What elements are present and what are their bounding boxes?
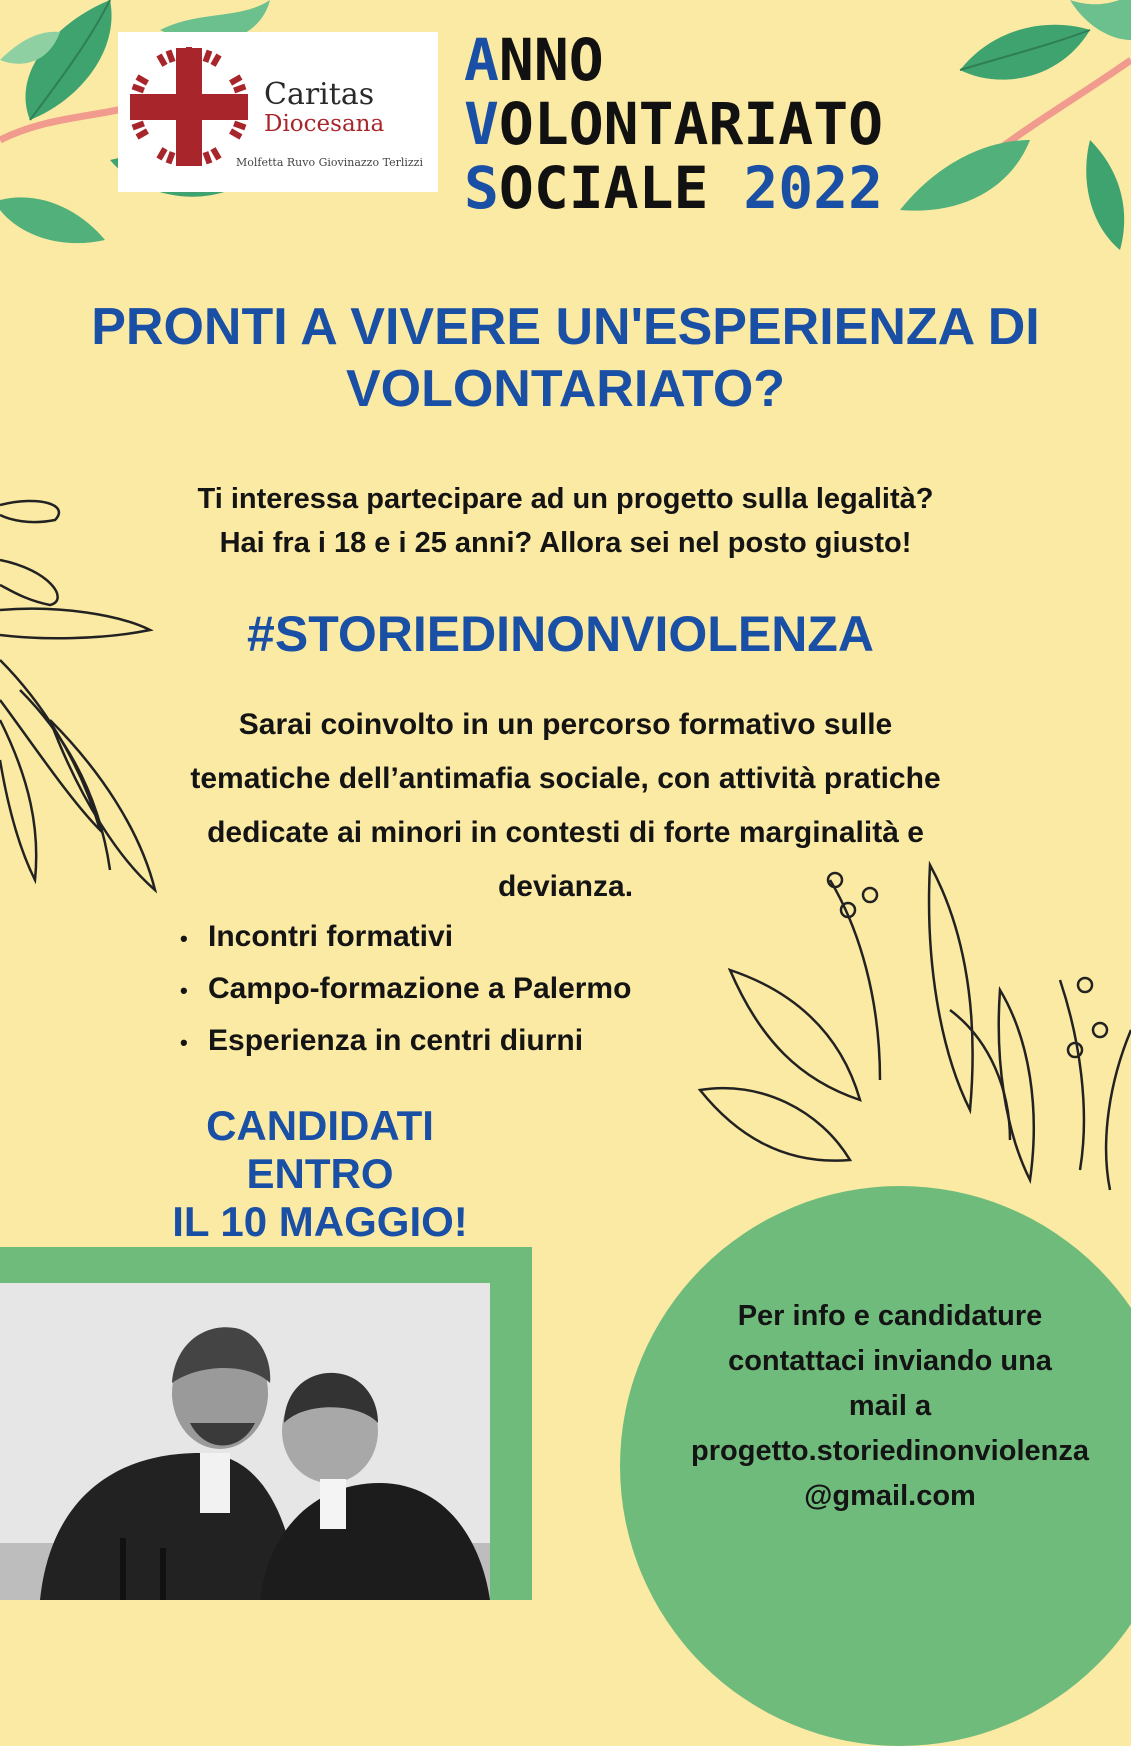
avs-initial-s: S [464,154,499,222]
avs-rest-anno: NNO [498,26,604,94]
top-right-leaves-icon [900,0,1131,250]
logo-subtitle: Diocesana [264,111,385,137]
description-line: devianza. [497,870,634,903]
hashtag: #STORIEDINONVIOLENZA [247,606,874,662]
deadline-line: CANDIDATI ENTRO [206,1102,434,1197]
avs-initial-v: V [464,90,499,158]
avs-line-anno [464,28,883,92]
contact-line: mail a [848,1390,932,1422]
deadline-line: IL 10 MAGGIO! [172,1198,468,1245]
contact-email-domain[interactable]: @gmail.com [804,1480,976,1512]
list-item: • Incontri formativi [180,912,631,964]
intro-text [60,477,1071,565]
contact-info [660,1294,1120,1519]
avs-line-sociale [464,156,883,220]
logo-towns: Molfetta Ruvo Giovinazzo Terlizzi [236,156,423,169]
avs-title [464,28,883,220]
description-line: dedicate ai minori in contesti di forte marginalità e [207,816,924,849]
headline-line: VOLONTARIATO? [345,360,786,418]
avs-initial-a: A [464,26,499,94]
activity-list [180,912,631,1068]
contact-email-user[interactable]: progetto.storiedinonviolenza [691,1435,1089,1467]
headline [30,296,1101,420]
deadline [140,1102,500,1246]
logo-name: Caritas [264,77,375,112]
intro-line: Ti interessa partecipare ad un progetto sulla legalità? [197,483,934,515]
list-item: • Esperienza in centri diurni [180,1016,631,1068]
photo [0,1283,490,1600]
photo-two-men-icon [0,1283,490,1600]
contact-line: contattaci inviando una [728,1345,1052,1377]
avs-line-volontariato [464,92,883,156]
avs-year: 2022 [743,154,884,222]
avs-rest-volontariato: OLONTARIATO [498,90,884,158]
caritas-logo [118,32,438,192]
contact-line: Per info e candidature [737,1300,1043,1332]
description-line: tematiche dell’antimafia sociale, con attività pratiche [190,762,941,795]
avs-rest-sociale: OCIALE [498,154,744,222]
intro-line: Hai fra i 18 e i 25 anni? Allora sei nel posto giusto! [219,527,912,559]
caritas-cross-icon [126,44,252,170]
description-line: Sarai coinvolto in un percorso formativo sulle [238,708,893,741]
list-item: • Campo-formazione a Palermo [180,964,631,1016]
description [110,698,1021,914]
headline-line: PRONTI A VIVERE UN'ESPERIENZA DI [91,298,1040,356]
